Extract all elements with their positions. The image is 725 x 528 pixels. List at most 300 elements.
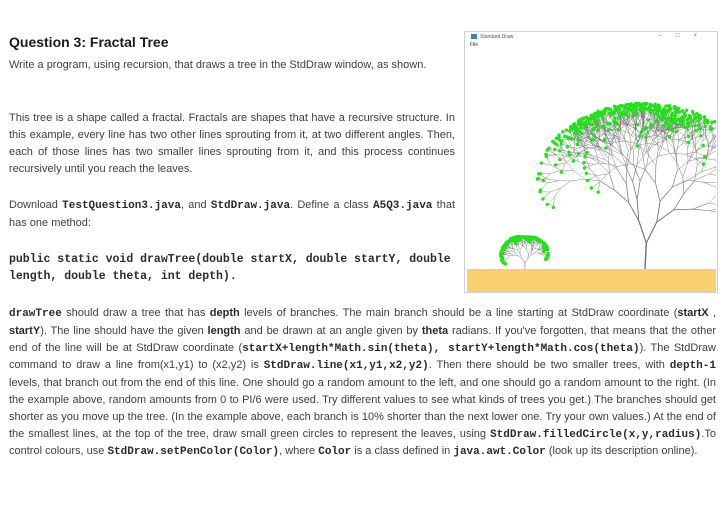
leaf-circle — [693, 124, 696, 127]
tree-branch — [590, 169, 600, 181]
tree-branch — [674, 209, 693, 210]
tree-branch — [612, 145, 622, 153]
leaf-circle — [627, 115, 630, 118]
leaf-circle — [649, 103, 652, 106]
fractal-description: This tree is a shape called a fractal. Fractals are shapes that have a recursive structure. In this example, every line has two other lines sprouting from it, at two different angles. Then, each of those lines has two smaller lines sprouting from it, and this process continues recursively until you reach the leaves. — [9, 112, 455, 175]
leaf-circle — [664, 109, 667, 112]
tree-branch — [608, 158, 609, 173]
leaf-circle — [649, 125, 652, 128]
leaf-circle — [542, 250, 545, 253]
leaf-circle — [503, 245, 506, 248]
leaf-circle — [653, 106, 656, 109]
leaf-circle — [645, 102, 648, 105]
leaf-circle — [639, 107, 642, 110]
leaf-circle — [558, 138, 561, 141]
leaf-circle — [545, 149, 548, 152]
leaf-circle — [603, 112, 606, 115]
leaf-circle — [694, 129, 697, 132]
leaf-circle — [563, 135, 566, 138]
tree-branch — [677, 161, 689, 171]
tree-branch — [695, 174, 709, 180]
leaf-circle — [703, 125, 706, 128]
term-depth: depth — [209, 307, 240, 319]
leaf-circle — [686, 118, 689, 121]
leaf-circle — [638, 103, 641, 106]
leaf-circle — [680, 120, 683, 123]
leaf-circle — [572, 159, 575, 162]
leaf-circle — [706, 121, 709, 124]
leaf-circle — [687, 141, 690, 144]
tree-branch — [645, 243, 646, 269]
leaf-circle — [631, 108, 634, 111]
tree-branch — [550, 188, 560, 192]
leaf-circle — [693, 117, 696, 120]
text: and be drawn at an angle given by — [240, 324, 422, 337]
tree-branch — [685, 154, 695, 158]
method-description — [9, 305, 716, 461]
leaf-circle — [577, 152, 580, 155]
leaf-circle — [699, 134, 702, 137]
tree-branch — [645, 169, 655, 182]
term-theta: theta — [421, 324, 449, 337]
leaf-circle — [644, 136, 647, 139]
tree-branch — [688, 172, 701, 180]
tree-branch — [531, 251, 532, 255]
leaf-circle — [583, 155, 586, 158]
text: ). The StdDraw command to draw a line from(x1,y1) to (x2,y2) is — [9, 341, 716, 372]
tree-branch — [520, 246, 522, 250]
tree-branch — [535, 246, 537, 249]
leaf-circle — [674, 114, 677, 117]
tree-branch — [647, 132, 656, 141]
leaf-circle — [629, 104, 632, 107]
code-filledcircle: StdDraw.filledCircle(x,y,radius) — [490, 428, 702, 441]
leaf-circle — [539, 172, 542, 175]
leaf-circle — [597, 190, 600, 193]
text: that has one method: — [9, 199, 455, 229]
leaf-circle — [597, 118, 600, 121]
leaf-circle — [641, 110, 644, 113]
tree-branch — [658, 145, 669, 152]
leaf-circle — [545, 155, 548, 158]
code-stddraw-line: StdDraw.line(x1,y1,x2,y2) — [263, 360, 429, 373]
tree-branch — [561, 181, 571, 188]
leaf-circle — [592, 134, 595, 137]
leaf-circle — [566, 145, 569, 148]
tree-branch — [510, 253, 514, 255]
leaf-circle — [592, 126, 595, 129]
leaf-circle — [640, 130, 643, 133]
leaf-circle — [560, 171, 563, 174]
leaf-circle — [636, 144, 639, 147]
code-drawtree: drawTree — [9, 308, 62, 320]
stddraw-window — [464, 31, 718, 293]
leaf-circle — [613, 117, 616, 120]
leaf-circle — [612, 120, 615, 123]
leaf-circle — [634, 108, 637, 111]
tree-branch — [688, 180, 703, 182]
leaf-circle — [586, 179, 589, 182]
tree-branch — [672, 153, 684, 154]
menu-file[interactable]: File — [470, 42, 479, 48]
tree-branch — [524, 247, 526, 250]
leaf-circle — [597, 129, 600, 132]
leaf-circle — [668, 104, 671, 107]
text: (look up its description online). — [545, 445, 698, 458]
tree-branch — [643, 154, 645, 169]
tree-branch — [695, 165, 698, 180]
tree-branch — [703, 130, 704, 141]
tree-branch — [614, 156, 626, 166]
leaf-circle — [617, 128, 620, 131]
tree-branch — [525, 243, 527, 246]
tree-branch — [633, 181, 638, 199]
leaf-circle — [553, 148, 556, 151]
tree-branch — [689, 158, 703, 161]
tree-branch — [657, 210, 674, 222]
leaf-circle — [558, 158, 561, 161]
tree-branch — [547, 181, 558, 183]
leaf-circle — [687, 121, 690, 124]
leaf-circle — [585, 151, 588, 154]
leaf-circle — [662, 124, 665, 127]
ground-strip — [467, 269, 716, 292]
tree-branch — [646, 222, 656, 243]
tree-branch — [595, 138, 599, 150]
tree-branch — [715, 160, 716, 165]
text: radians. If you've forgotten, that means that the other end of the line will be at StdDraw coordinate ( — [9, 324, 716, 354]
tree-branch — [514, 249, 518, 251]
tree-branch — [660, 187, 672, 201]
tree-branch — [571, 179, 585, 181]
leaf-circle — [675, 130, 678, 133]
leaf-circle — [653, 103, 656, 106]
tree-branch — [715, 157, 716, 160]
text: levels of branches. The main branch should be a line starting at StdDraw coordinate ( — [239, 307, 678, 319]
leaf-circle — [612, 112, 615, 115]
tree-branch — [531, 246, 532, 250]
window-titlebar — [465, 32, 717, 41]
leaf-circle — [583, 166, 586, 169]
leaf-circle — [675, 118, 678, 121]
a5q3-filename: A5Q3.java — [373, 200, 433, 212]
leaf-circle — [580, 132, 583, 135]
leaf-circle — [691, 110, 694, 113]
tree-branch — [608, 145, 610, 159]
window-menubar — [465, 41, 717, 49]
leaf-circle — [668, 108, 671, 111]
tree-branch — [709, 174, 716, 176]
tree-branch — [509, 248, 511, 251]
leaf-circle — [590, 138, 593, 141]
tree-branch — [566, 161, 574, 171]
leaf-circle — [681, 116, 684, 119]
leaf-circle — [675, 107, 678, 110]
leaf-circle — [658, 105, 661, 108]
fractal-tree-drawing — [467, 50, 716, 292]
leaf-circle — [618, 116, 621, 119]
tree-branch — [505, 252, 508, 253]
term-starty: startY — [9, 324, 41, 337]
tree-branch — [620, 128, 625, 139]
text: should draw a tree that has — [61, 307, 210, 319]
leaf-circle — [565, 128, 568, 131]
leaf-circle — [703, 115, 706, 118]
leaf-circle — [668, 117, 671, 120]
tree-branch — [668, 139, 679, 140]
tree-branch — [684, 181, 695, 194]
leaf-circle — [584, 121, 587, 124]
leaf-circle — [570, 137, 573, 140]
leaf-circle — [709, 127, 712, 130]
leaf-circle — [685, 109, 688, 112]
text: , where — [279, 445, 319, 458]
leaf-circle — [609, 108, 612, 111]
leaf-circle — [659, 110, 662, 113]
tree-branch — [706, 147, 709, 159]
leaf-circle — [636, 123, 639, 126]
leaf-circle — [609, 113, 612, 116]
leaf-circle — [576, 138, 579, 141]
leaf-circle — [647, 118, 650, 121]
leaf-circle — [567, 150, 570, 153]
tree-branch — [683, 162, 688, 176]
leaf-circle — [546, 248, 549, 251]
tree-branch — [518, 246, 520, 250]
leaf-circle — [663, 117, 666, 120]
tree-branch — [657, 201, 660, 222]
leaf-circle — [582, 161, 585, 164]
tree-branch — [528, 250, 531, 253]
leaf-circle — [600, 125, 603, 128]
tree-branch — [709, 167, 716, 174]
tree-branch — [655, 183, 660, 201]
leaf-circle — [607, 128, 610, 131]
tree-branch — [688, 151, 696, 163]
tree-branch — [595, 159, 605, 164]
leaf-circle — [576, 143, 579, 146]
leaf-circle — [681, 109, 684, 112]
tree-branch — [672, 180, 688, 187]
leaf-circle — [579, 126, 582, 129]
method-signature: public static void drawTree(double startX, double startY, double length, double theta, int depth). — [9, 253, 451, 283]
leaf-circle — [713, 120, 716, 123]
leaf-circle — [555, 137, 558, 140]
tree-branch — [630, 138, 631, 152]
leaf-circle — [583, 126, 586, 129]
leaf-circle — [590, 113, 593, 116]
tree-branch — [714, 160, 716, 167]
tree-branch — [518, 250, 520, 254]
leaf-circle — [674, 122, 677, 125]
tree-branch — [626, 184, 628, 203]
leaf-circle — [541, 197, 544, 200]
leaf-circle — [552, 206, 555, 209]
leaf-circle — [540, 161, 543, 164]
leaf-circle — [647, 106, 650, 109]
tree-branch — [672, 170, 677, 186]
tree-branch — [615, 138, 626, 142]
leaf-circle — [671, 118, 674, 121]
tree-branch — [617, 164, 631, 167]
tree-branch — [504, 254, 506, 256]
tree-branch — [535, 250, 538, 253]
leaf-circle — [685, 126, 688, 129]
tree-branch — [710, 211, 716, 214]
leaf-circle — [634, 103, 637, 106]
leaf-circle — [669, 127, 672, 130]
leaf-circle — [554, 163, 557, 166]
leaf-circle — [655, 110, 658, 113]
tree-branch — [637, 181, 640, 200]
tree-branch — [592, 155, 605, 159]
java-app-icon — [471, 34, 477, 39]
leaf-circle — [655, 119, 658, 122]
leaf-circle — [557, 133, 560, 136]
tree-branch — [709, 203, 716, 206]
tree-branch — [547, 179, 558, 181]
leaf-circle — [681, 123, 684, 126]
text: , — [708, 307, 716, 319]
tree-branch — [674, 194, 684, 210]
leaf-circle — [689, 117, 692, 120]
leaf-circle — [650, 109, 653, 112]
tree-branch — [617, 169, 626, 183]
leaf-circle — [702, 162, 705, 165]
leaf-circle — [603, 138, 606, 141]
leaf-circle — [551, 140, 554, 143]
tree-branch — [556, 154, 567, 156]
intro-paragraph: Write a program, using recursion, that draws a tree in the StdDraw window, as shown. — [9, 59, 427, 71]
leaf-circle — [560, 142, 563, 145]
text: . Define a class — [290, 199, 373, 211]
question-heading: Question 3: Fractal Tree — [9, 34, 169, 50]
leaf-circle — [625, 106, 628, 109]
leaf-circle — [574, 128, 577, 131]
term-length: length — [207, 324, 241, 337]
leaf-circle — [703, 155, 706, 158]
leaf-circle — [579, 121, 582, 124]
leaf-circle — [506, 240, 509, 243]
leaf-circle — [593, 111, 596, 114]
tree-branch — [522, 258, 525, 263]
tree-branch — [526, 250, 528, 254]
leaf-circle — [539, 188, 542, 191]
tree-branch — [705, 133, 709, 144]
tree-branch — [507, 256, 510, 258]
leaf-circle — [590, 186, 593, 189]
leaf-circle — [687, 135, 690, 138]
leaf-circle — [657, 115, 660, 118]
text: , and — [180, 199, 211, 211]
leaf-circle — [585, 172, 588, 175]
leaf-circle — [561, 130, 564, 133]
tree-branch — [624, 138, 628, 151]
text: Download — [9, 199, 63, 211]
leaf-circle — [588, 122, 591, 125]
tree-branch — [701, 167, 714, 172]
code-setpencolor: StdDraw.setPenColor(Color) — [107, 446, 280, 459]
code-java-awt-color: java.awt.Color — [453, 446, 546, 459]
leaf-circle — [596, 115, 599, 118]
tree-branch — [677, 163, 683, 177]
leaf-circle — [616, 122, 619, 125]
text: . Then there should be two smaller trees, with — [428, 359, 670, 372]
text: .To control colours, use — [9, 427, 716, 458]
leaf-circle — [666, 122, 669, 125]
leaf-circle — [710, 121, 713, 124]
drawing-canvas — [467, 50, 716, 292]
leaf-circle — [574, 132, 577, 135]
leaf-circle — [715, 144, 716, 147]
tree-branch — [517, 247, 518, 251]
leaf-circle — [638, 134, 641, 137]
tree-branch — [710, 207, 716, 211]
tree-branch — [707, 138, 715, 146]
tree-branch — [693, 203, 709, 209]
tree-branch — [607, 166, 617, 174]
leaf-circle — [704, 118, 707, 121]
tree-branch — [600, 174, 608, 182]
tree-branch — [614, 190, 628, 202]
tree-branch — [666, 139, 668, 151]
leaf-circle — [546, 203, 549, 206]
tree-branch — [696, 152, 697, 166]
tree-branch — [625, 141, 637, 143]
tree-branch — [554, 188, 560, 197]
tree-branch — [703, 182, 716, 187]
window-controls[interactable]: –□× — [658, 33, 711, 39]
leaf-circle — [608, 122, 611, 125]
leaf-circle — [569, 127, 572, 130]
tree-branch — [539, 253, 542, 255]
tree-branch — [656, 151, 658, 166]
leaf-circle — [604, 146, 607, 149]
tree-branch — [693, 209, 710, 211]
stddraw-filename: StdDraw.java — [210, 200, 291, 212]
tree-branch — [551, 170, 562, 173]
code-endpoint: startX+length*Math.sin(theta), startY+length*Math.cos(theta) — [242, 342, 640, 355]
tree-branch — [596, 174, 607, 175]
tree-branch — [531, 253, 535, 255]
leaf-circle — [558, 149, 561, 152]
leaf-circle — [697, 127, 700, 130]
code-depth-minus-1: depth-1 — [669, 360, 716, 373]
tree-branch — [676, 142, 678, 156]
leaf-circle — [555, 143, 558, 146]
leaf-circle — [701, 144, 704, 147]
download-instructions — [9, 197, 455, 232]
text: levels, that branch out from the end of this line. One should go a random amount to the left, and one should go a random amount to the right. (In the example above, random amounts from 0 to PI/6 were used. Try different values to see what kinds of trees you get.) The branches should get shorter as you move up the tree. (In the example above, each branch is 10% shorter than the next lower one. Try your own values.) At the end of the smallest lines, at the top of the tree, draw small green circles to represent the leaves, using — [9, 377, 716, 440]
leaf-circle — [573, 122, 576, 125]
tree-branch — [683, 177, 684, 194]
leaf-circle — [544, 258, 547, 261]
tree-branch — [709, 192, 716, 203]
tree-branch — [525, 258, 528, 263]
tree-branch — [574, 171, 585, 179]
code-color: Color — [318, 446, 352, 459]
leaf-circle — [634, 113, 637, 116]
tree-branch — [510, 255, 514, 256]
leaf-circle — [645, 126, 648, 129]
leaf-circle — [697, 124, 700, 127]
leaf-circle — [660, 117, 663, 120]
leaf-circle — [536, 177, 539, 180]
tree-branch — [508, 251, 511, 252]
window-title: Standard Draw — [480, 33, 514, 40]
leaf-circle — [535, 237, 538, 240]
tree-branch — [533, 244, 535, 247]
